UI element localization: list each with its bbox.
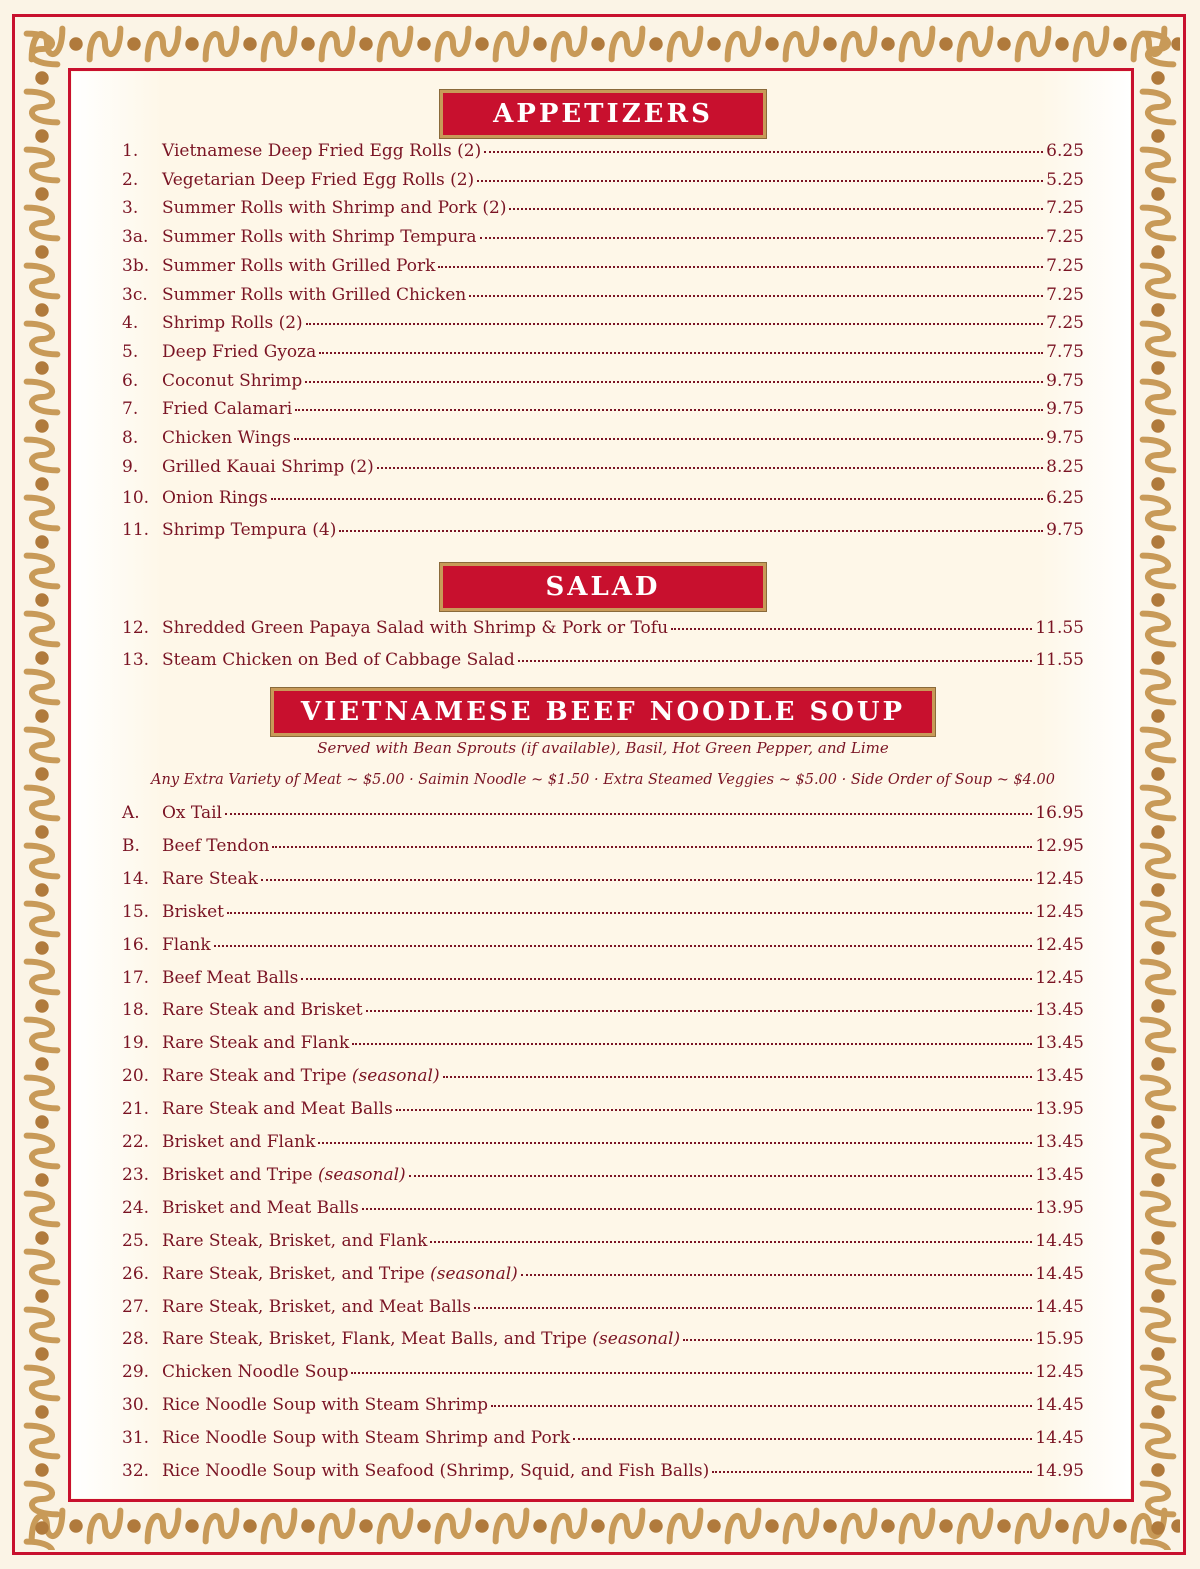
- menu-item-salad: [122, 650, 1084, 676]
- menu-item-appetizers: [122, 371, 1084, 397]
- item-number: 28.: [122, 1329, 150, 1350]
- item-name: Beef Tendon: [162, 835, 270, 856]
- item-number: 13.: [122, 650, 150, 670]
- item-name: Rare Steak and Tripe (seasonal): [162, 1066, 440, 1087]
- menu-item-salad: [122, 618, 1084, 644]
- item-price: 12.95: [1035, 835, 1084, 856]
- dot-leader: [480, 237, 1044, 239]
- item-number: 8.: [122, 428, 139, 448]
- item-price: 13.45: [1035, 1033, 1084, 1054]
- item-number: 9.: [122, 456, 139, 477]
- dot-leader: [305, 381, 1043, 383]
- item-name: Beef Meat Balls: [162, 967, 299, 988]
- soup-extras: Any Extra Variety of Meat ~ $5.00 · Saimin Noodle ~ $1.50 · Extra Steamed Veggies ~ $5.00 · Side Order of Soup ~ $4.00: [151, 772, 1055, 788]
- dot-leader: [351, 1372, 1032, 1374]
- ornament-border-top: [18, 20, 1180, 68]
- item-number: 21.: [122, 1099, 150, 1120]
- dot-leader: [339, 530, 1043, 532]
- menu-item-soup: [122, 1297, 1084, 1323]
- item-name: Shrimp Tempura (4): [162, 520, 337, 541]
- item-price: 7.25: [1046, 255, 1084, 276]
- menu-item-soup: [122, 1066, 1084, 1092]
- dot-leader: [352, 1043, 1032, 1045]
- item-name: Fried Calamari: [162, 399, 293, 420]
- item-number: 25.: [122, 1230, 150, 1251]
- menu-item-appetizers: [122, 285, 1084, 311]
- item-price: 7.25: [1046, 227, 1084, 248]
- item-price: 11.55: [1035, 650, 1084, 670]
- dot-leader: [477, 180, 1043, 182]
- ornament-border-bottom: [18, 1502, 1180, 1550]
- dot-leader: [474, 1307, 1032, 1309]
- item-number: 3.: [122, 198, 139, 219]
- item-name: Rice Noodle Soup with Seafood (Shrimp, Squid, and Fish Balls): [162, 1461, 710, 1481]
- item-seasonal-note: (seasonal): [430, 1263, 518, 1284]
- menu-item-soup: [122, 968, 1084, 994]
- item-price: 7.25: [1046, 313, 1084, 334]
- item-name: Brisket and Flank: [162, 1132, 316, 1152]
- item-name: Deep Fried Gyoza: [162, 341, 317, 362]
- item-price: 8.25: [1046, 456, 1084, 477]
- item-number: 22.: [122, 1132, 150, 1152]
- item-seasonal-note: (seasonal): [351, 1066, 440, 1087]
- item-number: 24.: [122, 1197, 150, 1218]
- item-price: 9.75: [1046, 428, 1084, 448]
- dot-leader: [409, 1175, 1033, 1177]
- dot-leader: [396, 1109, 1033, 1111]
- dot-leader: [225, 813, 1032, 815]
- menu-item-soup: [122, 1329, 1084, 1355]
- item-seasonal-note: (seasonal): [592, 1329, 681, 1350]
- dot-leader: [671, 628, 1032, 630]
- item-number: 20.: [122, 1066, 150, 1087]
- item-price: 6.25: [1046, 488, 1084, 509]
- menu-item-appetizers: [122, 141, 1084, 167]
- item-price: 14.45: [1035, 1263, 1084, 1284]
- item-number: 23.: [122, 1164, 150, 1185]
- dot-leader: [294, 438, 1043, 440]
- dot-leader: [518, 660, 1033, 662]
- menu-item-soup: [122, 836, 1084, 862]
- item-number: 31.: [122, 1428, 150, 1449]
- item-number: 1.: [122, 141, 139, 161]
- item-name: Shredded Green Papaya Salad with Shrimp & Pork or Tofu: [162, 618, 669, 638]
- item-price: 9.75: [1046, 370, 1084, 391]
- item-price: 9.75: [1046, 520, 1084, 541]
- item-number: 3c.: [122, 284, 148, 305]
- item-price: 13.45: [1035, 1000, 1084, 1021]
- menu-item-appetizers: [122, 256, 1084, 282]
- item-price: 14.45: [1035, 1230, 1084, 1251]
- item-name: Rare Steak: [162, 868, 258, 889]
- item-name: Rare Steak, Brisket, and Flank: [162, 1230, 428, 1251]
- dot-leader: [491, 1405, 1032, 1407]
- menu-item-soup: [122, 1362, 1084, 1388]
- item-name: Rice Noodle Soup with Steam Shrimp and Pork: [162, 1428, 571, 1449]
- menu-item-soup: [122, 935, 1084, 961]
- dot-leader: [521, 1274, 1033, 1276]
- dot-leader: [377, 467, 1043, 469]
- item-name: Onion Rings: [162, 488, 268, 509]
- item-number: 5.: [122, 341, 139, 362]
- menu-item-soup: [122, 1264, 1084, 1290]
- soup-title: VIETNAMESE BEEF NOODLE SOUP: [300, 697, 906, 727]
- item-price: 12.45: [1035, 868, 1084, 889]
- dot-leader: [443, 1076, 1033, 1078]
- dot-leader: [295, 409, 1043, 411]
- menu-item-appetizers: [122, 227, 1084, 253]
- menu-item-appetizers: [122, 313, 1084, 339]
- item-price: 13.45: [1035, 1132, 1084, 1152]
- item-name: Chicken Noodle Soup: [162, 1362, 349, 1383]
- item-number: 30.: [122, 1395, 150, 1416]
- item-number: 7.: [122, 399, 139, 420]
- item-number: 11.: [122, 520, 150, 541]
- item-name: Coconut Shrimp: [162, 370, 303, 391]
- dot-leader: [712, 1471, 1032, 1473]
- item-price: 12.45: [1035, 901, 1084, 922]
- dot-leader: [438, 266, 1043, 268]
- item-name: Grilled Kauai Shrimp (2): [162, 456, 374, 477]
- dot-leader: [573, 1438, 1032, 1440]
- menu-item-soup: [122, 1000, 1084, 1026]
- item-number: 2.: [122, 169, 139, 190]
- menu-item-soup: [122, 902, 1084, 928]
- menu-item-soup: [122, 1033, 1084, 1059]
- item-name: Rare Steak and Flank: [162, 1033, 350, 1054]
- soup-banner: [271, 688, 935, 736]
- item-name: Rare Steak, Brisket, and Tripe (seasonal): [162, 1263, 518, 1284]
- item-price: 5.25: [1046, 169, 1084, 190]
- item-name: Flank: [162, 934, 211, 955]
- item-number: 10.: [122, 488, 150, 509]
- item-name: Brisket: [162, 901, 224, 922]
- dot-leader: [484, 151, 1043, 153]
- item-price: 13.95: [1035, 1197, 1084, 1218]
- menu-item-appetizers: [122, 457, 1084, 483]
- menu-item-appetizers: [122, 399, 1084, 425]
- soup-subtitle: Served with Bean Sprouts (if available), Basil, Hot Green Pepper, and Lime: [317, 739, 889, 757]
- item-number: 14.: [122, 868, 150, 889]
- item-number: 27.: [122, 1296, 150, 1317]
- item-name: Summer Rolls with Grilled Pork: [162, 255, 436, 276]
- item-name: Vegetarian Deep Fried Egg Rolls (2): [162, 169, 475, 190]
- dot-leader: [261, 879, 1032, 881]
- item-price: 7.25: [1046, 198, 1084, 219]
- item-name: Brisket and Meat Balls: [162, 1197, 359, 1218]
- menu-item-soup: [122, 1461, 1084, 1487]
- item-name: Chicken Wings: [162, 428, 291, 448]
- item-name: Summer Rolls with Shrimp Tempura: [162, 227, 477, 248]
- item-name: Summer Rolls with Grilled Chicken: [162, 284, 467, 305]
- appetizers-title: APPETIZERS: [493, 99, 713, 129]
- item-price: 14.45: [1035, 1428, 1084, 1449]
- ornament-border-left: [18, 20, 66, 1550]
- dot-leader: [509, 208, 1043, 210]
- item-price: 14.45: [1035, 1296, 1084, 1317]
- item-number: 3a.: [122, 227, 149, 248]
- dot-leader: [306, 323, 1043, 325]
- item-seasonal-note: (seasonal): [318, 1164, 406, 1185]
- menu-item-soup: [122, 1198, 1084, 1224]
- item-number: 29.: [122, 1362, 150, 1383]
- item-name: Vietnamese Deep Fried Egg Rolls (2): [162, 141, 482, 161]
- dot-leader: [683, 1339, 1032, 1341]
- menu-item-soup: [122, 1165, 1084, 1191]
- item-number: 18.: [122, 1000, 150, 1021]
- menu-item-soup: [122, 1428, 1084, 1454]
- item-price: 11.55: [1035, 618, 1084, 638]
- item-name: Summer Rolls with Shrimp and Pork (2): [162, 198, 507, 219]
- salad-banner: [440, 563, 766, 611]
- item-name: Ox Tail: [162, 803, 222, 823]
- item-name: Shrimp Rolls (2): [162, 313, 303, 334]
- dot-leader: [469, 295, 1043, 297]
- item-number: 6.: [122, 370, 139, 391]
- item-price: 14.45: [1035, 1395, 1084, 1416]
- dot-leader: [318, 1142, 1032, 1144]
- dot-leader: [301, 978, 1032, 980]
- item-price: 9.75: [1046, 399, 1084, 420]
- dot-leader: [214, 945, 1033, 947]
- item-price: 13.45: [1035, 1066, 1084, 1087]
- item-number: A.: [122, 803, 140, 823]
- item-name: Rare Steak and Brisket: [162, 1000, 363, 1021]
- dot-leader: [362, 1208, 1033, 1210]
- item-price: 14.95: [1035, 1461, 1084, 1481]
- dot-leader: [430, 1241, 1032, 1243]
- item-price: 12.45: [1035, 967, 1084, 988]
- item-price: 15.95: [1035, 1329, 1084, 1350]
- item-name: Rare Steak, Brisket, Flank, Meat Balls, and Tripe (seasonal): [162, 1329, 681, 1350]
- menu-item-soup: [122, 1231, 1084, 1257]
- item-number: 32.: [122, 1461, 150, 1481]
- menu-item-soup: [122, 803, 1084, 829]
- dot-leader: [227, 912, 1032, 914]
- item-number: 16.: [122, 934, 150, 955]
- dot-leader: [272, 846, 1032, 848]
- item-name: Steam Chicken on Bed of Cabbage Salad: [162, 650, 515, 670]
- dot-leader: [271, 498, 1043, 500]
- item-number: 3b.: [122, 255, 150, 276]
- item-price: 12.45: [1035, 1362, 1084, 1383]
- item-number: 12.: [122, 618, 150, 638]
- item-number: 26.: [122, 1263, 150, 1284]
- menu-item-soup: [122, 1132, 1084, 1158]
- item-price: 16.95: [1035, 803, 1084, 823]
- menu-item-appetizers: [122, 342, 1084, 368]
- item-price: 7.25: [1046, 284, 1084, 305]
- item-name: Brisket and Tripe (seasonal): [162, 1164, 406, 1185]
- salad-title: SALAD: [545, 572, 661, 602]
- menu-item-appetizers: [122, 428, 1084, 454]
- menu-item-soup: [122, 869, 1084, 895]
- menu-item-appetizers: [122, 170, 1084, 196]
- appetizers-banner: [440, 90, 766, 138]
- item-name: Rice Noodle Soup with Steam Shrimp: [162, 1395, 488, 1416]
- menu-item-appetizers: [122, 488, 1084, 514]
- item-price: 12.45: [1035, 934, 1084, 955]
- dot-leader: [319, 352, 1043, 354]
- item-price: 13.45: [1035, 1164, 1084, 1185]
- item-price: 6.25: [1046, 141, 1084, 161]
- item-number: 19.: [122, 1033, 150, 1054]
- menu-item-soup: [122, 1395, 1084, 1421]
- item-price: 13.95: [1035, 1099, 1084, 1120]
- item-number: 4.: [122, 313, 139, 334]
- item-number: 17.: [122, 967, 150, 988]
- dot-leader: [366, 1010, 1033, 1012]
- item-number: B.: [122, 835, 140, 856]
- item-name: Rare Steak, Brisket, and Meat Balls: [162, 1296, 471, 1317]
- item-price: 7.75: [1046, 341, 1084, 362]
- menu-item-soup: [122, 1099, 1084, 1125]
- menu-item-appetizers: [122, 198, 1084, 224]
- item-number: 15.: [122, 901, 150, 922]
- item-name: Rare Steak and Meat Balls: [162, 1099, 393, 1120]
- ornament-border-right: [1134, 20, 1182, 1550]
- menu-item-appetizers: [122, 520, 1084, 546]
